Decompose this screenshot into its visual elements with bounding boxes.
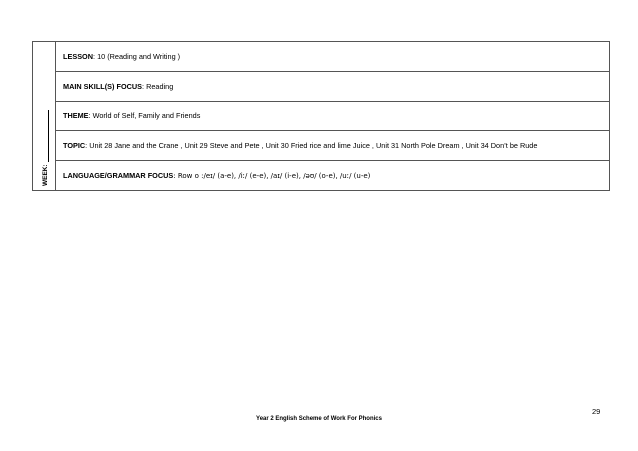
theme-label: THEME bbox=[63, 111, 89, 121]
lesson-rows bbox=[56, 42, 609, 190]
topic-value: : Unit 28 Jane and the Crane , Unit 29 Steve and Pete , Unit 30 Fried rice and lime Juice , Unit 31 North Pole Dream , Unit 34 Don’t be Rude bbox=[85, 141, 538, 151]
page-number: 29 bbox=[592, 407, 601, 416]
theme-value: : World of Self, Family and Friends bbox=[88, 111, 201, 121]
theme-row bbox=[56, 102, 609, 132]
language-grammar-row bbox=[56, 161, 609, 190]
lesson-label: LESSON bbox=[63, 51, 94, 61]
page-footer: Year 2 English Scheme of Work For Phonics bbox=[256, 416, 382, 422]
week-label bbox=[42, 110, 49, 186]
main-skill-label: MAIN SKILL(S) FOCUS bbox=[63, 81, 143, 91]
topic-row bbox=[56, 131, 609, 161]
language-grammar-value: : Row o :/eɪ/ (a-e), /iː/ (e-e), /aɪ/ (i-e), /əʊ/ (o-e), /uː/ (u-e) bbox=[173, 171, 371, 180]
lesson-value: : 10 (Reading and Writing ) bbox=[93, 51, 181, 61]
week-column bbox=[33, 42, 56, 190]
week-blank-line bbox=[43, 110, 49, 162]
lesson-row bbox=[56, 42, 609, 72]
language-grammar-label: LANGUAGE/GRAMMAR FOCUS bbox=[63, 171, 174, 181]
topic-label: TOPIC bbox=[63, 141, 86, 151]
week-label-text: WEEK: bbox=[42, 164, 49, 186]
main-skill-value: : Reading bbox=[142, 81, 174, 91]
main-skill-row bbox=[56, 72, 609, 102]
lesson-plan-table bbox=[32, 41, 610, 191]
